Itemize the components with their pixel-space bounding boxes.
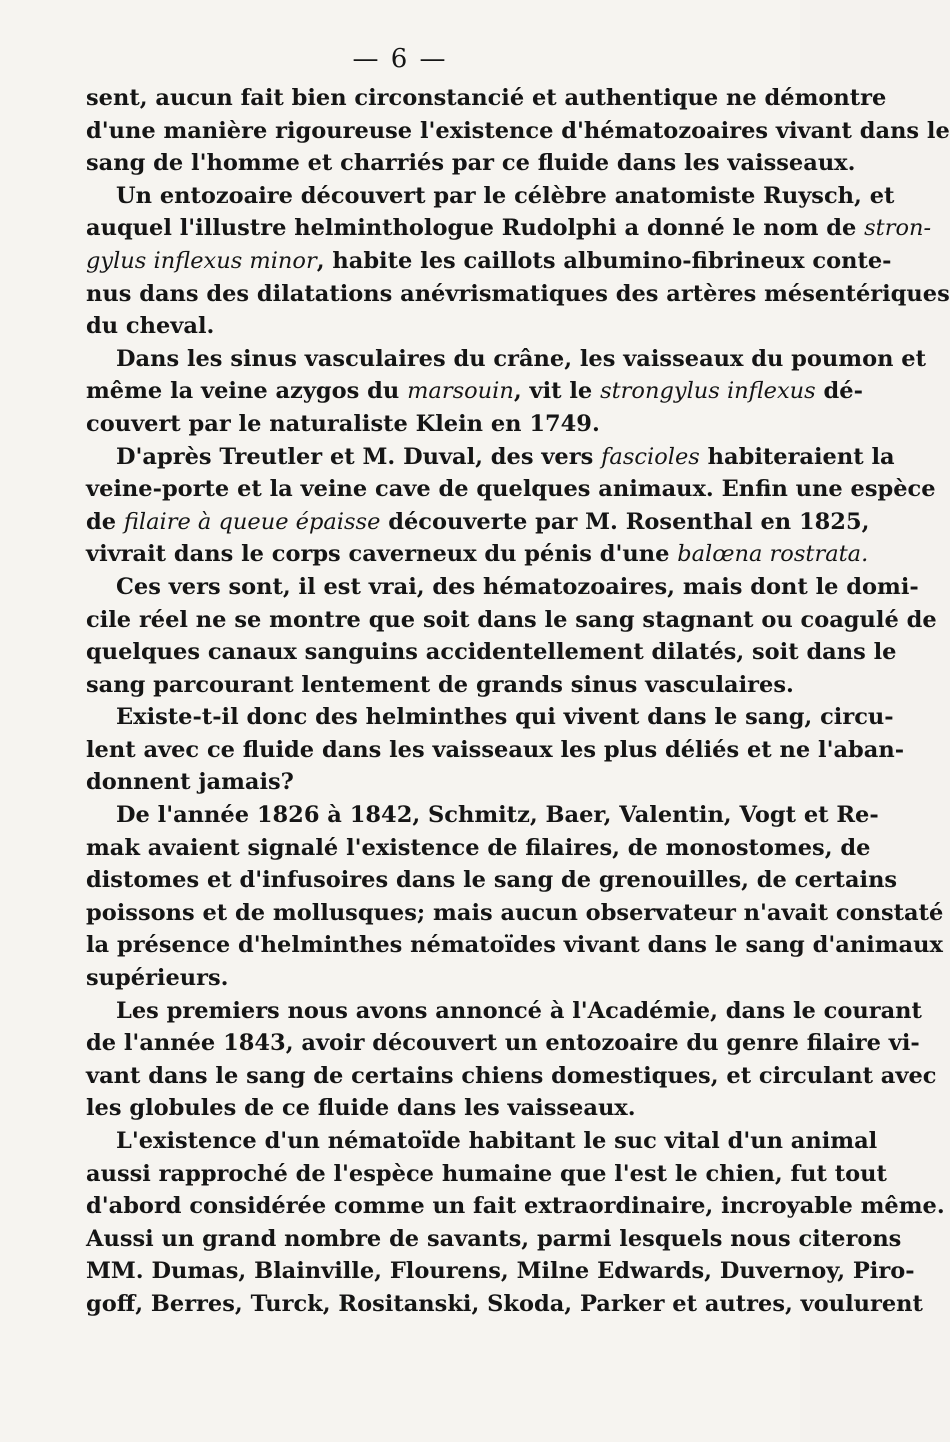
text-line: Existe-t-il donc des helminthes qui vivent dans le sang, circu- (116, 704, 894, 731)
text-line: Un entozoaire découvert par le célèbre anatomiste Ruysch, et (116, 182, 895, 209)
text-line: auquel l'illustre helminthologue Rudolphi a donné le nom de stron- (86, 215, 932, 242)
text-line: supérieurs. (86, 965, 229, 992)
text-line: Dans les sinus vasculaires du crâne, les vaisseaux du poumon et (116, 345, 926, 372)
text-line: De l'année 1826 à 1842, Schmitz, Baer, Valentin, Vogt et Re- (116, 802, 879, 829)
text-line: même la veine azygos du marsouin, vit le strongylus inflexus dé- (86, 378, 863, 405)
text-line: de filaire à queue épaisse découverte par M. Rosenthal en 1825, (86, 508, 870, 535)
text-line: mak avaient signalé l'existence de filaires, de monostomes, de (86, 834, 871, 861)
text-line: Les premiers nous avons annoncé à l'Académie, dans le courant (116, 997, 922, 1024)
text-line: nus dans des dilatations anévrismatiques des artères mésentériques (86, 280, 950, 307)
text-line: goff, Berres, Turck, Rositanski, Skoda, Parker et autres, voulurent (86, 1290, 923, 1317)
text-line: d'abord considérée comme un fait extraordinaire, incroyable même. (86, 1193, 945, 1220)
text-line: Ces vers sont, il est vrai, des hématozoaires, mais dont le domi- (116, 573, 919, 600)
text-line: de l'année 1843, avoir découvert un entozoaire du genre filaire vi- (86, 1030, 920, 1057)
text-line: aussi rapproché de l'espèce humaine que l'est le chien, fut tout (86, 1160, 887, 1187)
text-line: sent, aucun fait bien circonstancié et authentique ne démontre (86, 85, 887, 111)
text-line: vant dans le sang de certains chiens domestiques, et circulant avec (86, 1062, 937, 1089)
text-line: lent avec ce fluide dans les vaisseaux les plus déliés et ne l'aban- (86, 736, 905, 763)
text-line: gylus inflexus minor, habite les caillots albumino-fibrineux conte- (86, 247, 892, 274)
text-line: D'après Treutler et M. Duval, des vers fascioles habiteraient la (116, 443, 895, 470)
italic-term: marsouin (407, 378, 514, 405)
text-line: couvert par le naturaliste Klein en 1749. (86, 410, 600, 437)
text-line: du cheval. (86, 313, 215, 340)
text-line: poissons et de mollusques; mais aucun observateur n'avait constaté (86, 899, 944, 926)
text-line: MM. Dumas, Blainville, Flourens, Milne Edwards, Duvernoy, Piro- (86, 1258, 915, 1285)
page-number: — 6 — (352, 44, 448, 74)
text-line: les globules de ce fluide dans les vaisseaux. (86, 1095, 636, 1122)
body-text (86, 82, 950, 1321)
text-line: vivrait dans le corps caverneux du pénis d'une balœna rostrata. (86, 541, 869, 568)
italic-term: filaire à queue épaisse (123, 508, 381, 535)
text-line: la présence d'helminthes nématoïdes vivant dans le sang d'animaux (86, 932, 943, 959)
text-line: sang de l'homme et charriés par ce fluide dans les vaisseaux. (86, 150, 856, 177)
text-line: distomes et d'infusoires dans le sang de grenouilles, de certains (86, 867, 898, 894)
italic-term: gylus inflexus minor (86, 247, 317, 274)
italic-term: strongylus inflexus (600, 378, 816, 405)
text-line: Aussi un grand nombre de savants, parmi lesquels nous citerons (86, 1225, 902, 1252)
text-line: L'existence d'un nématoïde habitant le suc vital d'un animal (116, 1128, 878, 1154)
italic-term: balœna rostrata. (677, 541, 869, 568)
text-line: veine-porte et la veine cave de quelques animaux. Enfin une espèce (86, 476, 936, 503)
text-line: d'une manière rigoureuse l'existence d'hématozoaires vivant dans le (86, 117, 950, 144)
italic-term: stron- (864, 215, 932, 242)
text-line: sang parcourant lentement de grands sinus vasculaires. (86, 671, 794, 698)
text-line: quelques canaux sanguins accidentellement dilatés, soit dans le (86, 639, 897, 666)
italic-term: fascioles (601, 443, 700, 470)
text-line: cile réel ne se montre que soit dans le sang stagnant ou coagulé de (86, 606, 937, 633)
text-line: donnent jamais? (86, 769, 294, 796)
